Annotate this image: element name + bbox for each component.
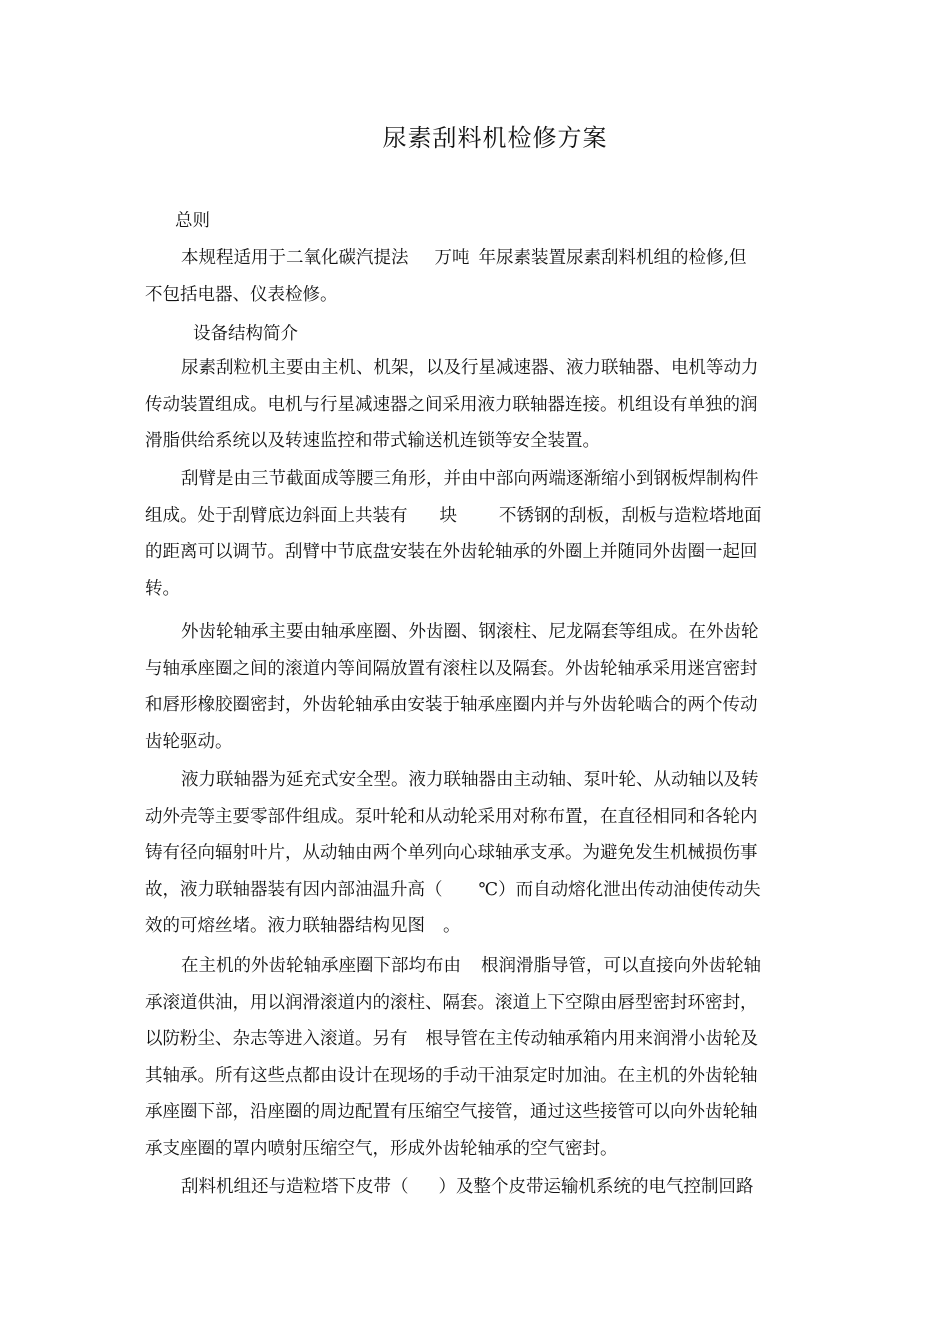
paragraph-gear-bearing — [145, 614, 810, 760]
text-line: 刮料机组还与造粒塔下皮带（ ）及整个皮带运输机系统的电气控制回路 — [181, 1177, 754, 1197]
text-line: 本规程适用于二氧化碳汽提法 万吨 年尿素装置尿素刮料机组的检修,但 — [181, 248, 747, 268]
text-line: 其轴承。所有这些点都由设计在现场的手动干油泵定时加油。在主机的外齿轮轴 — [145, 1065, 758, 1086]
text-line: 承座圈下部，沿座圈的周边配置有压缩空气接管，通过这些接管可以向外齿轮轴 — [145, 1102, 758, 1122]
text-line: 尿素刮粒机主要由主机、机架，以及行星减速器、液力联轴器、电机等动力 — [181, 358, 759, 378]
text-line: 动外壳等主要零部件组成。泵叶轮和从动轮采用对称布置，在直径相同和各轮内 — [145, 806, 758, 827]
section-heading-general: 总则 — [175, 211, 210, 231]
paragraph-interlock — [145, 1169, 810, 1206]
text-line: 齿轮驱动。 — [145, 731, 233, 752]
text-line: 液力联轴器为延充式安全型。液力联轴器由主动轴、泵叶轮、从动轴以及转 — [181, 770, 759, 790]
text-line: 传动装置组成。电机与行星减速器之间采用液力联轴器连接。机组设有单独的润 — [145, 394, 758, 415]
text-line: 承滚道供油，用以润滑滚道内的滚柱、隔套。滚道上下空隙由唇型密封环密封， — [145, 992, 758, 1013]
text-line: 故，液力联轴器装有因内部油温升高（ ℃）而自动熔化泄出传动油使传动失 — [145, 879, 761, 900]
section-heading-structure: 设备结构简介 — [193, 324, 298, 344]
text-line: 刮臂是由三节截面成等腰三角形，并由中部向两端逐渐缩小到钢板焊制构件 — [181, 469, 759, 489]
text-line: 在主机的外齿轮轴承座圈下部均布由 根润滑脂导管，可以直接向外齿轮轴 — [181, 956, 761, 976]
text-line: 的距离可以调节。刮臂中节底盘安装在外齿轮轴承的外圈上并随同外齿圈一起回 — [145, 542, 758, 562]
text-line: 承支座圈的罩内喷射压缩空气，形成外齿轮轴承的空气密封。 — [145, 1138, 618, 1159]
text-line: 与轴承座圈之间的滚道内等间隔放置有滚柱以及隔套。外齿轮轴承采用迷宫密封 — [145, 658, 758, 679]
text-line: 外齿轮轴承主要由轴承座圈、外齿圈、钢滚柱、尼龙隔套等组成。在外齿轮 — [181, 622, 759, 642]
paragraph-fluid-coupling — [145, 762, 810, 945]
paragraph-scope — [145, 240, 810, 313]
text-line: 组成。处于刮臂底边斜面上共装有 块 不锈钢的刮板，刮板与造粒塔地面 — [145, 505, 762, 526]
paragraph-scraper-arm — [145, 461, 810, 607]
text-line: 转。 — [145, 578, 180, 599]
paragraph-lubrication — [145, 948, 810, 1167]
text-line: 不包括电器、仪表检修。 — [145, 284, 338, 305]
text-line: 和唇形橡胶圈密封，外齿轮轴承由安装于轴承座圈内并与外齿轮啮合的两个传动 — [145, 695, 758, 715]
text-line: 效的可熔丝堵。液力联轴器结构见图 。 — [145, 916, 461, 936]
page-title: 尿素刮料机检修方案 — [382, 124, 608, 152]
paragraph-overview — [145, 350, 810, 460]
text-line: 铸有径向辐射叶片，从动轴由两个单列向心球轴承支承。为避免发生机械损伤事 — [145, 843, 758, 863]
text-line: 滑脂供给系统以及转速监控和带式输送机连锁等安全装置。 — [145, 431, 600, 451]
text-line: 以防粉尘、杂志等进入滚道。另有 根导管在主传动轴承箱内用来润滑小齿轮及 — [145, 1029, 758, 1049]
